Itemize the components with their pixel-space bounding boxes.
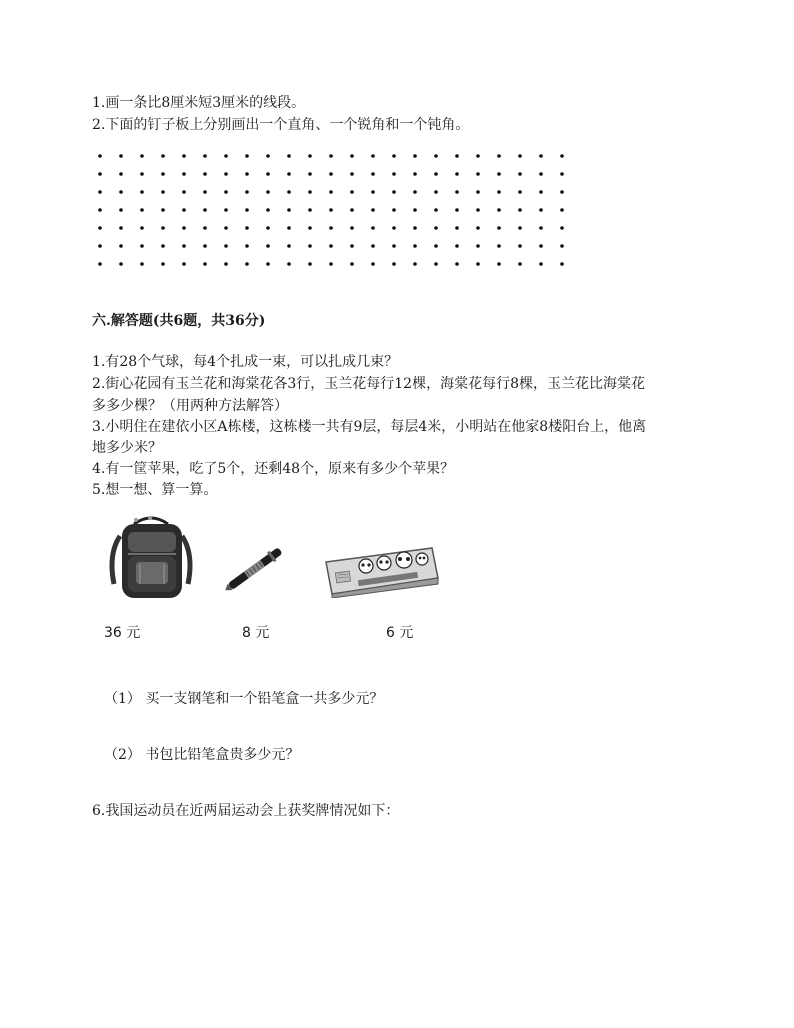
nail-dot <box>329 244 333 248</box>
section-6-heading: 六.解答题(共6题，共36分) <box>92 313 266 329</box>
nail-dot <box>434 154 438 158</box>
nail-dot <box>140 208 144 212</box>
nail-dot <box>518 244 522 248</box>
nail-dot <box>539 226 543 230</box>
nail-dot <box>287 154 291 158</box>
nail-dot <box>497 226 501 230</box>
question-5-1: 1.画一条比8厘米短3厘米的线段。 <box>92 95 306 111</box>
nail-dot <box>413 208 417 212</box>
nail-dot <box>287 226 291 230</box>
nail-dot <box>455 154 459 158</box>
nail-dot <box>119 208 123 212</box>
nail-dot <box>497 262 501 266</box>
nail-dot <box>455 244 459 248</box>
nail-dot <box>203 226 207 230</box>
nail-dot <box>224 154 228 158</box>
nail-dot <box>119 172 123 176</box>
nail-dot <box>560 226 564 230</box>
nail-dot <box>371 262 375 266</box>
pen-image <box>218 540 294 596</box>
nail-dot <box>455 172 459 176</box>
price-pen: 8 元 <box>242 625 270 641</box>
question-6-3-line1: 3.小明住在建依小区A栋楼，这栋楼一共有9层，每层4米，小明站在他家8楼阳台上，他离 <box>92 419 647 435</box>
nail-dot <box>329 262 333 266</box>
nail-dot <box>371 226 375 230</box>
nail-dot <box>98 262 102 266</box>
nail-dot <box>266 190 270 194</box>
nail-dot <box>161 262 165 266</box>
nail-dot <box>413 262 417 266</box>
nail-dot <box>266 244 270 248</box>
nail-dot <box>560 208 564 212</box>
nail-dot <box>224 244 228 248</box>
nail-dot <box>539 244 543 248</box>
nail-dot <box>245 208 249 212</box>
nail-dot <box>476 154 480 158</box>
nail-dot <box>161 172 165 176</box>
pencil-case-image <box>318 542 442 598</box>
nail-dot <box>371 208 375 212</box>
nail-dot <box>560 244 564 248</box>
nail-dot <box>140 172 144 176</box>
nail-dot <box>392 208 396 212</box>
nail-dot <box>287 190 291 194</box>
nail-dot <box>98 154 102 158</box>
nail-dot <box>266 262 270 266</box>
nail-dot <box>266 154 270 158</box>
nail-board-dot-grid <box>92 148 582 274</box>
price-backpack: 36 元 <box>104 625 141 641</box>
nail-dot <box>182 262 186 266</box>
nail-dot <box>287 262 291 266</box>
nail-dot <box>518 226 522 230</box>
nail-dot <box>329 226 333 230</box>
nail-dot <box>98 208 102 212</box>
nail-dot <box>140 154 144 158</box>
nail-dot <box>308 244 312 248</box>
nail-dot <box>434 262 438 266</box>
nail-dot <box>434 172 438 176</box>
nail-dot <box>518 154 522 158</box>
nail-dot <box>266 208 270 212</box>
nail-dot <box>560 190 564 194</box>
nail-dot <box>245 244 249 248</box>
nail-dot <box>308 154 312 158</box>
nail-dot <box>497 190 501 194</box>
nail-dot <box>224 262 228 266</box>
nail-dot <box>98 244 102 248</box>
nail-dot <box>434 208 438 212</box>
nail-dot <box>455 190 459 194</box>
nail-dot <box>98 190 102 194</box>
nail-dot <box>371 244 375 248</box>
question-6-5-sub-2: （2） 书包比铅笔盒贵多少元？ <box>104 747 300 763</box>
nail-dot <box>350 154 354 158</box>
nail-dot <box>203 262 207 266</box>
nail-dot <box>245 190 249 194</box>
nail-dot <box>350 190 354 194</box>
nail-dot <box>308 226 312 230</box>
nail-dot <box>182 244 186 248</box>
nail-dot <box>203 208 207 212</box>
nail-dot <box>182 154 186 158</box>
nail-dot <box>392 172 396 176</box>
nail-dot <box>371 172 375 176</box>
nail-dot <box>497 172 501 176</box>
nail-dot <box>329 208 333 212</box>
question-6-6: 6.我国运动员在近两届运动会上获奖牌情况如下： <box>92 803 400 819</box>
nail-dot <box>371 190 375 194</box>
nail-dot <box>119 226 123 230</box>
nail-dot <box>350 244 354 248</box>
nail-dot <box>182 172 186 176</box>
nail-dot <box>518 190 522 194</box>
nail-dot <box>350 262 354 266</box>
nail-dot <box>266 226 270 230</box>
nail-dot <box>287 208 291 212</box>
nail-dot <box>518 172 522 176</box>
nail-dot <box>476 208 480 212</box>
question-6-5: 5.想一想、算一算。 <box>92 482 218 498</box>
question-6-4: 4.有一筐苹果，吃了5个，还剩48个，原来有多少个苹果？ <box>92 461 455 477</box>
nail-dot <box>455 262 459 266</box>
nail-dot <box>392 190 396 194</box>
nail-dot <box>413 226 417 230</box>
nail-dot <box>476 262 480 266</box>
nail-dot <box>203 190 207 194</box>
nail-dot <box>434 190 438 194</box>
nail-dot <box>518 262 522 266</box>
nail-dot <box>119 262 123 266</box>
nail-dot <box>287 172 291 176</box>
nail-dot <box>329 172 333 176</box>
nail-dot <box>203 172 207 176</box>
nail-dot <box>539 172 543 176</box>
nail-dot <box>413 190 417 194</box>
nail-dot <box>245 262 249 266</box>
nail-dot <box>455 208 459 212</box>
nail-dot <box>140 226 144 230</box>
nail-dot <box>392 226 396 230</box>
backpack-image <box>106 514 196 600</box>
nail-dot <box>476 190 480 194</box>
nail-dot <box>119 190 123 194</box>
question-6-2-line2: 多多少棵？（用两种方法解答） <box>92 398 288 414</box>
nail-dot <box>308 208 312 212</box>
price-pencil-case: 6 元 <box>386 625 414 641</box>
nail-dot <box>434 226 438 230</box>
nail-dot <box>371 154 375 158</box>
nail-dot <box>539 208 543 212</box>
nail-dot <box>98 226 102 230</box>
nail-dot <box>287 244 291 248</box>
nail-dot <box>392 154 396 158</box>
nail-dot <box>350 208 354 212</box>
question-6-3-line2: 地多少米？ <box>92 440 162 456</box>
nail-dot <box>182 226 186 230</box>
nail-dot <box>329 190 333 194</box>
nail-dot <box>119 154 123 158</box>
nail-dot <box>308 190 312 194</box>
nail-dot <box>203 244 207 248</box>
nail-dot <box>224 226 228 230</box>
question-6-1: 1.有28个气球，每4个扎成一束，可以扎成几束？ <box>92 354 399 370</box>
nail-dot <box>413 154 417 158</box>
nail-dot <box>140 262 144 266</box>
nail-dot <box>161 190 165 194</box>
nail-dot <box>308 172 312 176</box>
nail-dot <box>350 172 354 176</box>
nail-dot <box>476 172 480 176</box>
question-5-2: 2.下面的钉子板上分别画出一个直角、一个锐角和一个钝角。 <box>92 117 470 133</box>
nail-dot <box>98 172 102 176</box>
nail-dot <box>224 190 228 194</box>
nail-dot <box>539 262 543 266</box>
nail-dot <box>140 244 144 248</box>
nail-dot <box>161 226 165 230</box>
nail-dot <box>161 154 165 158</box>
nail-dot <box>539 154 543 158</box>
nail-dot <box>518 208 522 212</box>
nail-dot <box>245 172 249 176</box>
nail-dot <box>350 226 354 230</box>
nail-dot <box>497 208 501 212</box>
nail-dot <box>497 154 501 158</box>
nail-dot <box>560 172 564 176</box>
nail-dot <box>476 244 480 248</box>
nail-dot <box>329 154 333 158</box>
nail-dot <box>413 172 417 176</box>
nail-dot <box>266 172 270 176</box>
nail-dot <box>224 172 228 176</box>
nail-dot <box>182 190 186 194</box>
nail-dot <box>140 190 144 194</box>
nail-dot <box>560 262 564 266</box>
nail-dot <box>497 244 501 248</box>
nail-dot <box>455 226 459 230</box>
nail-dot <box>434 244 438 248</box>
nail-dot <box>161 208 165 212</box>
nail-dot <box>392 244 396 248</box>
nail-dot <box>539 190 543 194</box>
question-6-5-sub-1: （1） 买一支钢笔和一个铅笔盒一共多少元？ <box>104 691 384 707</box>
nail-dot <box>245 226 249 230</box>
nail-dot <box>245 154 249 158</box>
nail-dot <box>224 208 228 212</box>
nail-dot <box>119 244 123 248</box>
nail-dot <box>476 226 480 230</box>
nail-dot <box>560 154 564 158</box>
nail-dot <box>308 262 312 266</box>
nail-dot <box>203 154 207 158</box>
nail-dot <box>392 262 396 266</box>
nail-dot <box>413 244 417 248</box>
nail-dot <box>182 208 186 212</box>
question-6-2-line1: 2.街心花园有玉兰花和海棠花各3行，玉兰花每行12棵，海棠花每行8棵，玉兰花比海棠花 <box>92 376 645 392</box>
nail-dot <box>161 244 165 248</box>
